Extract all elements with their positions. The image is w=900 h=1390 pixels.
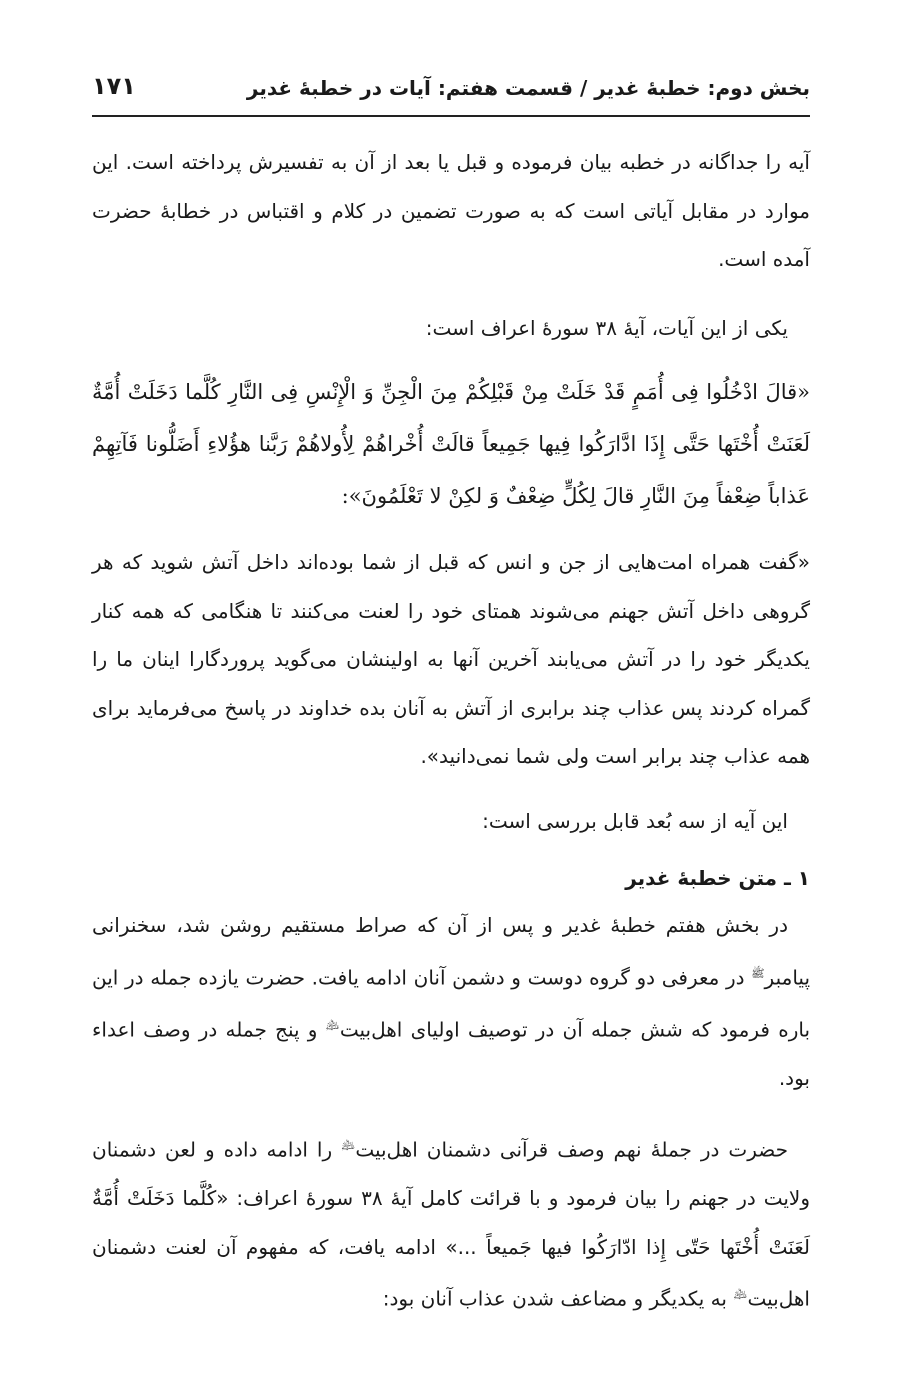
paragraph-three-aspects: این آیه از سه بُعد قابل بررسی است: — [482, 808, 788, 833]
quran-verse: «قالَ ادْخُلُوا فِی أُمَمٍ قَدْ خَلَتْ مِنْ قَبْلِکُمْ مِنَ الْجِنِّ وَ الْإِنْسِ فِی النَّارِ کُلَّما دَخَلَتْ أُمَّةٌ لَعَنَتْ أُخْتَها حَتَّی إِذَا ادَّارَکُوا فِیها جَمِیعاً قالَتْ أُخْراهُمْ لِأُولاهُمْ رَبَّنا هؤُلاءِ أَضَلُّونا فَآتِهِمْ عَذاباً ضِعْفاً مِنَ النَّارِ قالَ لِکُلٍّ ضِعْفٌ وَ لکِنْ لا تَعْلَمُونَ»: — [92, 380, 810, 508]
paragraph-section-1 — [92, 901, 810, 1102]
salawat-ahlulbayt-glyph: ﵇ — [325, 1018, 340, 1032]
paragraph-text: را ادامه داده و لعن دشمنان ولایت در جهنم را بیان فرمود و با قرائت کامل آیۀ ۳۸ سورۀ اعراف: «کُلَّما دَخَلَتْ أُمَّةٌ لَعَنَتْ أُخْتَها حَتّی إِذا ادّارَکُوا فیها جَمیعاً ...» ادامه یافت، که مفهوم آن لعنت دشمنان اهل‌بیت — [92, 1137, 810, 1312]
page-header — [92, 72, 810, 112]
paragraph-section-2 — [92, 1122, 810, 1323]
paragraph-text: حضرت در جملۀ نهم وصف قرآنی دشمنان اهل‌بیت — [355, 1137, 788, 1162]
salawat-ahlulbayt-glyph: ﵇ — [733, 1288, 748, 1302]
section-heading: ۱ ـ متن خطبۀ غدیر — [625, 866, 810, 890]
paragraph-text: به یکدیگر و مضاعف شدن عذاب آنان بود: — [382, 1287, 727, 1312]
paragraph-intro: آیه را جداگانه در خطبه بیان فرموده و قبل یا بعد از آن به تفسیرش پرداخته است. این موارد در مقابل آیاتی است که به صورت تضمین در کلام و اقتباس در خطابۀ حضرت آمده است. — [92, 150, 810, 271]
header-rule — [92, 115, 810, 117]
salawat-ahlulbayt-glyph: ﵇ — [341, 1139, 356, 1153]
paragraph-text: در بخش هفتم خطبۀ غدیر و پس از آن که صراط مستقیم روشن شد، سخنرانی پیامبر — [92, 913, 811, 990]
verse-translation: «گفت همراه امت‌هایی از جن و انس که قبل از شما بوده‌اند داخل آتش شوید که هر گروهی داخل آتش جهنم می‌شوند همتای خود را لعنت می‌کنند تا هنگامی که همه کنار یکدیگر خود را در آتش می‌یابند آخرین آنها به اولینشان می‌گوید پروردگارا اینان ما را گمراه کردند پس عذاب چند برابری از آتش به آنان بده خداوند در پاسخ می‌فرماید برای همه عذاب چند برابر است ولی شما نمی‌دانید». — [92, 550, 810, 768]
salawat-prophet-glyph: ﷺ — [751, 966, 765, 980]
page-number: ۱۷۱ — [92, 72, 136, 100]
paragraph-text: و پنج جمله در وصف اعداء بود. — [92, 1017, 810, 1090]
paragraph-verse-intro: یکی از این آیات، آیۀ ۳۸ سورۀ اعراف است: — [425, 315, 788, 340]
paragraph-text: در معرفی دو گروه دوست و دشمن آنان ادامه یافت. حضرت یازده جمله در این باره فرمود که شش جمله آن در توصیف اولیای اهل‌بیت — [92, 965, 811, 1042]
page-body — [92, 138, 810, 1324]
running-title: بخش دوم: خطبۀ غدیر / قسمت هفتم: آیات در خطبۀ غدیر — [246, 76, 810, 100]
